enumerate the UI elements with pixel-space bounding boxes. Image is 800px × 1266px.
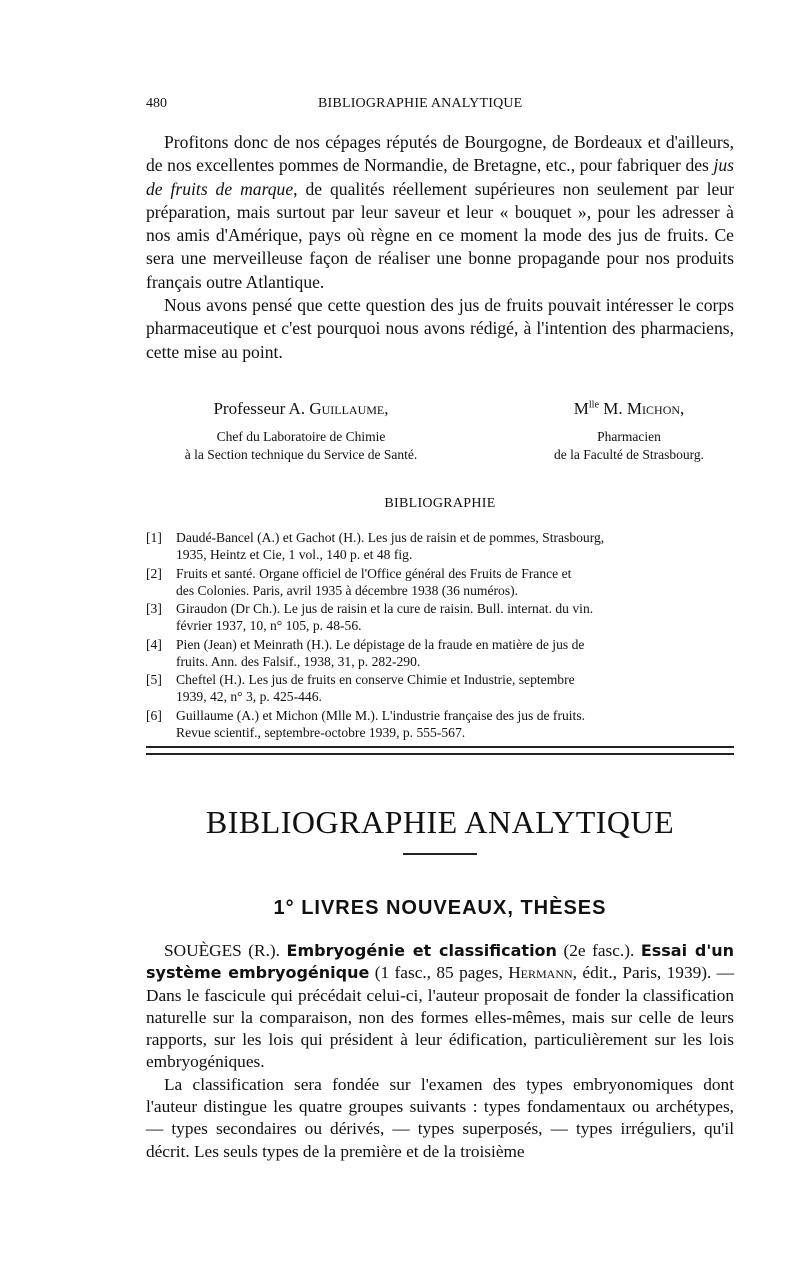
intro-paragraph-2: Nous avons pensé que cette question des jus de fruits pouvait intéresser le corps pharmaceutique et c'est pourquoi nous avons rédigé, à l'intention des pharmaciens, cette mise au point. (146, 295, 734, 362)
signature-right: $M^{lle}$ M. Michon, Pharmacien de la Faculté de Strasbourg. (553, 399, 705, 462)
double-rule-divider (146, 746, 734, 755)
bibliography-entry: [5] Cheftel (H.). Les jus de fruits en conserve Chimie et Industrie, septembre 1939, 42, n° 3, p. 425-446. (146, 672, 575, 705)
bibliography-entry: [2] Fruits et santé. Organe officiel de l'Office général des Fruits de France et des Colonies. Paris, avril 1935 à décembre 1938 (36 numéros). (146, 565, 572, 598)
bibliography-entry: [1] Daudé-Bancel (A.) et Gachot (H.). Les jus de raisin et de pommes, Strasbourg, 1935, Heintz et Cie, 1 vol., 140 p. et 48 fig. (146, 530, 605, 563)
title-underline (403, 853, 477, 855)
review-paragraph-2: La classification sera fondée sur l'examen des types embryonomiques dont l'auteur distingue les quatre groupes suivants : types fondamentaux ou archétypes, — types secondaires ou dérivés, — types superposés, — types irréguliers, qu'il décrit. Les seuls types de la première et de la troisième (146, 1074, 734, 1161)
review-paragraph-1: SOUÈGES (R.). Embryogénie et classification (2e fasc.). Essai d'un système embryogénique (1 fasc., 85 pages, Hermann, édit., Paris, 1939). — Dans le fascicule qui précédait celui-ci, l'auteur proposait de fonder la classification naturelle sur la comparaison, non des formes elles-mêmes, mais sur celle de leurs rapports, sur les lois qui président à leur édification, particulièrement sur les lois embryogéniques. (146, 941, 734, 1072)
signatures (146, 398, 734, 468)
bibliography-heading: BIBLIOGRAPHIE (384, 496, 496, 511)
section-subtitle: 1° LIVRES NOUVEAUX, THÈSES (273, 897, 607, 919)
bibliography-entry: [4] Pien (Jean) et Meinrath (H.). Le dépistage de la fraude en matière de jus de fruits. Ann. des Falsif., 1938, 31, p. 282-290. (146, 636, 585, 669)
intro-paragraph-1: Profitons donc de nos cépages réputés de Bourgogne, de Bordeaux et d'ailleurs, de nos excellentes pommes de Normandie, de Bretagne, etc., pour fabriquer des jus de fruits de marque, de qualités réellement supérieures non seulement par leur préparation, mais surtout par leur saveur et leur « bouquet », pour les adresser à nos amis d'Amérique, pays où règne en ce moment la mode des jus de fruits. Ce sera une merveilleuse façon de réaliser une bonne propagande pour nos produits français outre Atlantique. (146, 132, 734, 292)
intro-text (146, 131, 734, 364)
section-title: BIBLIOGRAPHIE ANALYTIQUE (205, 804, 675, 840)
running-title: BIBLIOGRAPHIE ANALYTIQUE (318, 96, 523, 111)
page-number: 480 (146, 96, 167, 111)
bibliography-entry: [6] Guillaume (A.) et Michon (Mlle M.). L'industrie française des jus de fruits. Revue scientif., septembre-octobre 1939, p. 555-567. (146, 707, 586, 740)
bibliography-list (146, 529, 734, 742)
review-text (146, 940, 734, 1163)
bibliography-entry: [3] Giraudon (Dr Ch.). Le jus de raisin et la cure de raisin. Bull. internat. du vin. février 1937, 10, n° 105, p. 48-56. (146, 601, 594, 634)
running-header (146, 96, 734, 118)
signature-left: Professeur A. Guillaume, Chef du Laboratoire de Chimie à la Section technique du Service de Santé. (184, 399, 418, 462)
